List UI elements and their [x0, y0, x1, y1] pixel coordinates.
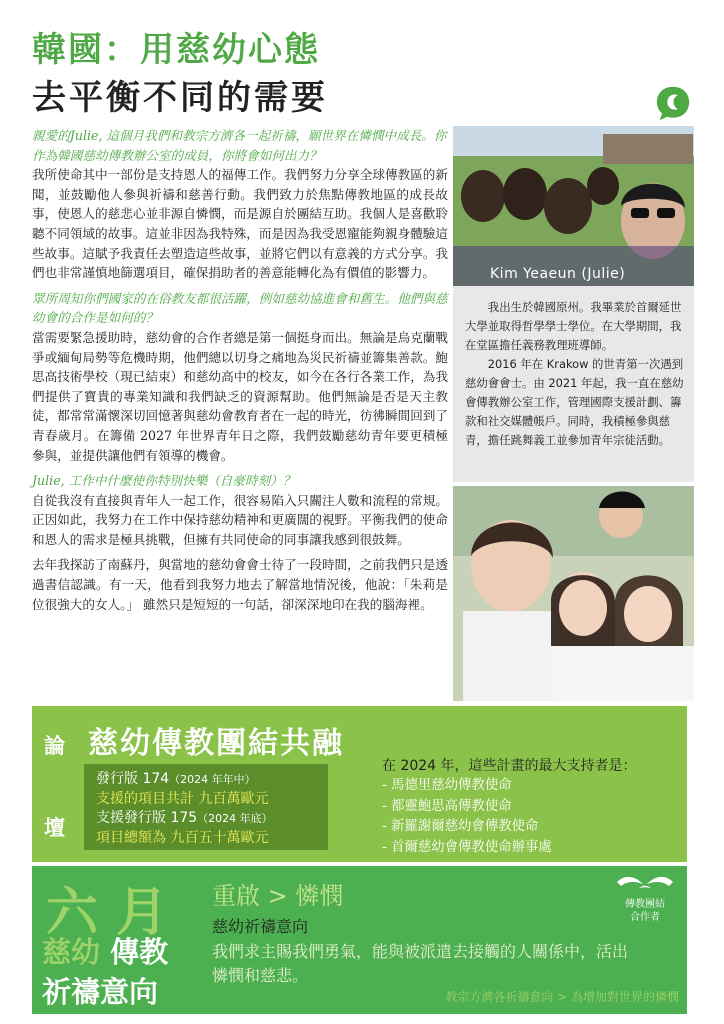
forum-side-top: 論: [44, 734, 65, 758]
june-label: 慈幼祈禱意向: [212, 917, 309, 936]
solidarity-logo: [608, 872, 682, 930]
answer-2: 當需要緊急援助時，慈幼會的合作者總是第一個挺身而出。無論是烏克蘭戰爭或緬甸局勢等危機時期，他們總以切身之痛地為災民祈禱並籌集善款。鮑思高技術學校（現已結束）和慈幼高中的校友，如今在各行各業工作，為我們提供了寶貴的專業知識和我們缺乏的資源幫助。他們無論是否是天主教徒，都常常滿懷深切回憶著與慈幼會教育者在一起的時光，彷彿瞬間回到了青春歲月。在籌備 2027 年世界青年日之際，我們鼓勵慈幼青年要更積極參與，並提供讓他們有領導的機會。: [32, 329, 448, 463]
stats-line-4: 項目總額為 九百五十萬歐元: [96, 829, 269, 846]
page-title-line2: 去平衡不同的需要: [32, 78, 328, 118]
june-mid-b: 傳教: [110, 935, 169, 969]
supporter-item: - 新羅謝爾慈幼會傳教使命: [382, 819, 539, 835]
question-2: 眾所周知你們國家的在俗教友都很活躍，例如慈幼協進會和舊生。他們與慈幼會的合作是如何的？: [32, 290, 448, 326]
bio-paragraph-2: 2016 年在 Krakow 的世青第一次遇到慈幼會會士。由 2021 年起，我一直在慈幼會傳教辦公室工作，管理國際支援計劃、籌款和社交媒體帳戶。同時，我積極參與慈青，擔任跳舞義工並參加青年宗徒活動。: [465, 357, 684, 447]
answer-3a: 自從我沒有直接與青年人一起工作，很容易陷入只關注人數和流程的常規。正因如此，我努力在工作中保持慈幼精神和更廣闊的視野。平衡我們的使命和恩人的需求是極具挑戰，但擁有共同使命的同事讓我感到很鼓舞。: [32, 492, 448, 547]
supporter-item: - 馬德里慈幼傳教使命: [382, 778, 512, 793]
forum-side-bottom: 壇: [44, 816, 65, 840]
bio-box: [453, 286, 694, 482]
group-photo: [453, 486, 694, 701]
profile-photo: [453, 126, 694, 286]
article-column: [32, 126, 448, 614]
photo-group-icon: [453, 486, 694, 701]
stats-line-3: [96, 809, 318, 829]
june-mid-a: 慈幼: [42, 935, 101, 969]
photo-children-icon: [453, 126, 694, 286]
stats-issue-175-date: （2024 年底）: [197, 812, 273, 825]
june-prayer-text: 我們求主賜我們勇氣，能與被派遣去接觸的人關係中，活出憐憫和慈悲。: [212, 942, 629, 985]
june-subtitle: 重啟 > 憐憫: [212, 882, 344, 910]
logo-line-2: 合作者: [630, 912, 660, 923]
answer-1: 我所使命其中一部份是支持恩人的福傳工作。我們努力分享全球傳教區的新聞，並鼓勵他人參與祈禱和慈善行動。我們致力於焦點傳教地區的成長故事，使恩人的慈悲心並非源自憐憫，而是源自於團結互助。我個人是喜歡聆聽不同領域的故事。這並非因為我特殊，而是因為我受恩寵能夠親身體驗這些故事。這賦予我責任去塑造這些故事，並將它們以有意義的方式分享。我們也非常謹慎地篩選項目，確保捐助者的善意能轉化為有價值的影響力。: [32, 167, 448, 281]
forum-stats-box: [84, 764, 328, 850]
speech-bubble-icon: [654, 84, 692, 122]
supporters-heading: 在 2024 年，這些計畫的最大支持者是：: [382, 758, 637, 774]
june-heading: 六月: [46, 883, 187, 943]
supporters-list: [382, 756, 637, 858]
birds-icon: [615, 872, 675, 894]
forum-title: 慈幼傳教團結共融: [88, 726, 344, 761]
forum-section: [32, 706, 687, 862]
profile-name: Kim Yeaeun (Julie): [490, 266, 626, 282]
stats-issue-174: 發行版 174: [96, 771, 170, 787]
supporter-item: - 都靈鮑思高傳教使命: [382, 798, 512, 814]
question-3: Julie, 工作中什麼使你特別快樂（自豪時刻）？: [32, 473, 296, 489]
supporter-item: - 首爾慈幼會傳教使命辦事處: [382, 839, 552, 855]
question-1: 親愛的Julie, 這個月我們和教宗方濟各一起祈禱，願世界在憐憫中成長。你作為韓國慈幼傳教辦公室的成員，你將會如何出力？: [32, 128, 447, 163]
june-mid-heading: [42, 930, 168, 971]
june-footer: 教宗方濟各祈禱意向 > 為增加對世界的憐憫: [445, 990, 679, 1004]
stats-issue-175: 支援發行版 175: [96, 810, 198, 826]
logo-line-1: 傳教團結: [625, 899, 665, 910]
bio-paragraph-1: 我出生於韓國原州。我畢業於首爾延世大學並取得哲學學士學位。在大學期間，我在堂區擔任義務教理班導師。: [465, 300, 682, 352]
june-section: [32, 866, 687, 1014]
answer-3b: 去年我探訪了南蘇丹，與當地的慈幼會會士待了一段時間，之前我們只是透過書信認識。有一天，他看到我努力地去了解當地情況後，他說：「朱莉是位很強大的女人。」 雖然只是短短的一句話，卻深深地印在我的腦海裡。: [32, 557, 448, 612]
stats-line-1: [96, 770, 318, 790]
stats-issue-174-date: （2024 年年中）: [169, 773, 256, 786]
june-low-heading: 祈禱意向: [42, 975, 159, 1009]
page-title-line1: 韓國：用慈幼心態: [32, 30, 320, 70]
stats-line-2: 支援的項目共計 九百萬歐元: [96, 790, 269, 807]
